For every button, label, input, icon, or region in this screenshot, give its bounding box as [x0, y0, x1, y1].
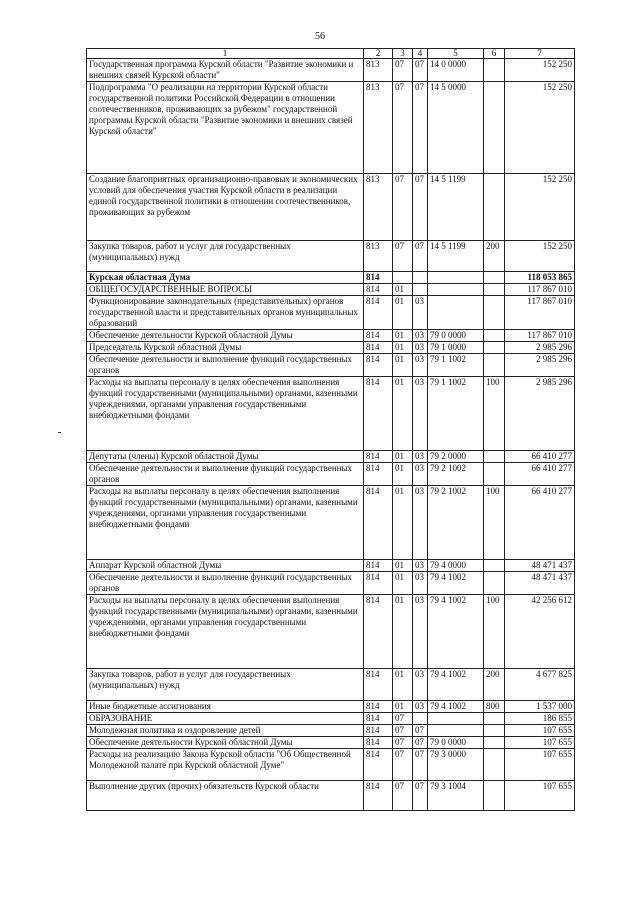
table-row — [87, 174, 575, 241]
row-section-cell: 01 — [393, 330, 413, 342]
row-amount-cell: 107 655 — [505, 725, 575, 737]
table-row — [87, 463, 575, 486]
row-section-cell: 07 — [393, 725, 413, 737]
row-amount-cell: 2 985 296 — [505, 342, 575, 354]
row-subsection-cell — [413, 272, 428, 284]
row-subsection-cell: 03 — [413, 330, 428, 342]
row-amount-cell: 4 677 825 — [505, 669, 575, 701]
row-subsection-cell: 03 — [413, 701, 428, 713]
row-subsection-cell: 07 — [413, 737, 428, 749]
row-amount-cell: 152 250 — [505, 82, 575, 174]
table-row — [87, 713, 575, 725]
row-section-cell: 07 — [393, 737, 413, 749]
row-ministry-code-cell: 814 — [364, 342, 393, 354]
row-target-article-cell — [428, 713, 484, 725]
row-expense-type-cell: 800 — [484, 701, 505, 713]
row-target-article-cell: 79 4 1002 — [428, 669, 484, 701]
row-ministry-code-cell: 814 — [364, 713, 393, 725]
row-ministry-code-cell: 814 — [364, 737, 393, 749]
table-header-row — [87, 49, 575, 59]
column-header: 7 — [505, 49, 575, 59]
row-ministry-code-cell: 814 — [364, 669, 393, 701]
row-target-article-cell: 79 2 0000 — [428, 451, 484, 463]
row-subsection-cell: 03 — [413, 669, 428, 701]
row-expense-type-cell — [484, 82, 505, 174]
row-target-article-cell: 79 3 1004 — [428, 781, 484, 811]
budget-table — [86, 48, 575, 811]
row-name-cell: Закупка товаров, работ и услуг для государственных (муниципальных) нужд — [87, 241, 364, 272]
row-amount-cell: 152 250 — [505, 59, 575, 82]
row-subsection-cell: 03 — [413, 377, 428, 451]
column-header: 6 — [484, 49, 505, 59]
row-subsection-cell: 03 — [413, 342, 428, 354]
row-expense-type-cell — [484, 560, 505, 572]
row-ministry-code-cell: 814 — [364, 451, 393, 463]
row-section-cell: 07 — [393, 59, 413, 82]
row-ministry-code-cell: 814 — [364, 560, 393, 572]
row-section-cell: 01 — [393, 560, 413, 572]
row-name-cell: Выполнение других (прочих) обязательств Курской области — [87, 781, 364, 811]
row-target-article-cell: 79 0 0000 — [428, 330, 484, 342]
row-subsection-cell: 03 — [413, 463, 428, 486]
table-row — [87, 572, 575, 595]
row-ministry-code-cell: 814 — [364, 725, 393, 737]
row-name-cell: Расходы на выплаты персоналу в целях обеспечения выполнения функций государственными (муниципальными) органами, казенными учреждениями, органами управления государственными внебюджетными фондами — [87, 377, 364, 451]
table-row — [87, 284, 575, 296]
row-subsection-cell: 03 — [413, 354, 428, 377]
row-subsection-cell: 03 — [413, 451, 428, 463]
row-section-cell: 01 — [393, 669, 413, 701]
row-target-article-cell: 79 2 1002 — [428, 486, 484, 560]
row-amount-cell: 66 410 277 — [505, 451, 575, 463]
row-name-cell: Создание благоприятных организационно-правовых и экономических условий для обеспечения участия Курской области в реализации единой государственной политики в отношении соотечественников, проживающих за рубежом — [87, 174, 364, 241]
row-amount-cell: 117 867 010 — [505, 296, 575, 330]
row-subsection-cell: 03 — [413, 560, 428, 572]
row-expense-type-cell — [484, 451, 505, 463]
row-target-article-cell — [428, 725, 484, 737]
row-section-cell: 07 — [393, 713, 413, 725]
row-section-cell: 07 — [393, 241, 413, 272]
row-name-cell: Подпрограмма "О реализации на территории Курской области государственной политики Российской Федерации в отношении соотечественников, проживающих за рубежом" государственной программы Курской области "Развитие экономики и внешних связей Курской области" — [87, 82, 364, 174]
row-subsection-cell: 03 — [413, 296, 428, 330]
row-target-article-cell: 79 4 0000 — [428, 560, 484, 572]
table-row — [87, 749, 575, 781]
table-row — [87, 354, 575, 377]
row-subsection-cell: 07 — [413, 59, 428, 82]
row-target-article-cell: 79 4 1002 — [428, 572, 484, 595]
table-row — [87, 560, 575, 572]
margin-mark — [58, 432, 61, 433]
row-expense-type-cell — [484, 342, 505, 354]
row-ministry-code-cell: 814 — [364, 296, 393, 330]
row-ministry-code-cell: 813 — [364, 241, 393, 272]
row-section-cell: 01 — [393, 701, 413, 713]
row-section-cell — [393, 272, 413, 284]
row-section-cell: 01 — [393, 463, 413, 486]
row-expense-type-cell: 100 — [484, 595, 505, 669]
row-ministry-code-cell: 814 — [364, 463, 393, 486]
row-name-cell: Расходы на реализацию Закона Курской области "Об Общественной Молодежной палате при Курской областной Думе" — [87, 749, 364, 781]
row-expense-type-cell: 200 — [484, 241, 505, 272]
row-expense-type-cell — [484, 59, 505, 82]
row-name-cell: Депутаты (члены) Курской областной Думы — [87, 451, 364, 463]
row-target-article-cell: 79 4 1002 — [428, 595, 484, 669]
row-name-cell: Обеспечение деятельности и выполнение функций государственных органов — [87, 463, 364, 486]
row-ministry-code-cell: 814 — [364, 284, 393, 296]
row-target-article-cell: 79 4 1002 — [428, 701, 484, 713]
column-header: 3 — [393, 49, 413, 59]
table-row — [87, 377, 575, 451]
row-subsection-cell: 03 — [413, 486, 428, 560]
table-row — [87, 59, 575, 82]
row-ministry-code-cell: 814 — [364, 595, 393, 669]
row-target-article-cell: 14 0 0000 — [428, 59, 484, 82]
row-name-cell: Председатель Курской областной Думы — [87, 342, 364, 354]
row-target-article-cell: 14 5 1199 — [428, 241, 484, 272]
row-amount-cell: 66 410 277 — [505, 486, 575, 560]
row-amount-cell: 48 471 437 — [505, 560, 575, 572]
table-row — [87, 595, 575, 669]
row-expense-type-cell: 100 — [484, 377, 505, 451]
row-amount-cell: 186 855 — [505, 713, 575, 725]
row-expense-type-cell — [484, 354, 505, 377]
row-name-cell: ОБРАЗОВАНИЕ — [87, 713, 364, 725]
row-section-cell: 07 — [393, 82, 413, 174]
row-section-cell: 01 — [393, 451, 413, 463]
row-section-cell: 01 — [393, 296, 413, 330]
page-number: 56 — [315, 31, 325, 42]
table-row — [87, 451, 575, 463]
row-subsection-cell — [413, 713, 428, 725]
table-row — [87, 241, 575, 272]
row-amount-cell: 107 655 — [505, 749, 575, 781]
row-name-cell: Обеспечение деятельности и выполнение функций государственных органов — [87, 572, 364, 595]
table-row — [87, 669, 575, 701]
row-subsection-cell: 03 — [413, 595, 428, 669]
row-section-cell: 01 — [393, 342, 413, 354]
row-expense-type-cell — [484, 781, 505, 811]
row-target-article-cell: 79 1 1002 — [428, 354, 484, 377]
row-ministry-code-cell: 814 — [364, 701, 393, 713]
row-amount-cell: 48 471 437 — [505, 572, 575, 595]
row-subsection-cell: 07 — [413, 82, 428, 174]
row-ministry-code-cell: 814 — [364, 572, 393, 595]
row-target-article-cell — [428, 296, 484, 330]
table-row — [87, 296, 575, 330]
row-target-article-cell — [428, 272, 484, 284]
row-subsection-cell: 07 — [413, 174, 428, 241]
row-expense-type-cell — [484, 737, 505, 749]
row-name-cell: Государственная программа Курской области "Развитие экономики и внешних связей Курской области" — [87, 59, 364, 82]
row-name-cell: Расходы на выплаты персоналу в целях обеспечения выполнения функций государственными (муниципальными) органами, казенными учреждениями, органами управления государственными внебюджетными фондами — [87, 595, 364, 669]
row-section-cell: 07 — [393, 781, 413, 811]
row-name-cell: Функционирование законодательных (представительных) органов государственной власти и представительных органов муниципальных образований — [87, 296, 364, 330]
row-subsection-cell: 07 — [413, 781, 428, 811]
row-name-cell: Обеспечение деятельности Курской областной Думы — [87, 330, 364, 342]
table-row — [87, 342, 575, 354]
row-expense-type-cell — [484, 174, 505, 241]
row-ministry-code-cell: 813 — [364, 174, 393, 241]
row-section-cell: 01 — [393, 595, 413, 669]
table-row — [87, 486, 575, 560]
row-expense-type-cell: 100 — [484, 486, 505, 560]
row-amount-cell: 2 985 296 — [505, 377, 575, 451]
row-ministry-code-cell: 814 — [364, 354, 393, 377]
row-target-article-cell: 79 0 0000 — [428, 737, 484, 749]
row-expense-type-cell — [484, 713, 505, 725]
row-section-cell: 01 — [393, 377, 413, 451]
row-target-article-cell: 79 3 0000 — [428, 749, 484, 781]
row-name-cell: Расходы на выплаты персоналу в целях обеспечения выполнения функций государственными (муниципальными) органами, казенными учреждениями, органами управления государственными внебюджетными фондами — [87, 486, 364, 560]
row-subsection-cell — [413, 284, 428, 296]
row-amount-cell: 117 867 010 — [505, 330, 575, 342]
row-target-article-cell: 14 5 1199 — [428, 174, 484, 241]
table-body — [87, 59, 575, 811]
row-section-cell: 07 — [393, 174, 413, 241]
row-section-cell: 01 — [393, 354, 413, 377]
row-name-cell: Закупка товаров, работ и услуг для государственных (муниципальных) нужд — [87, 669, 364, 701]
column-header: 4 — [413, 49, 428, 59]
table-row — [87, 737, 575, 749]
row-target-article-cell: 14 5 0000 — [428, 82, 484, 174]
row-target-article-cell: 79 2 1002 — [428, 463, 484, 486]
row-expense-type-cell — [484, 272, 505, 284]
table-row — [87, 725, 575, 737]
row-amount-cell: 2 985 296 — [505, 354, 575, 377]
row-target-article-cell — [428, 284, 484, 296]
row-amount-cell: 107 655 — [505, 737, 575, 749]
row-amount-cell: 152 250 — [505, 241, 575, 272]
row-subsection-cell: 07 — [413, 241, 428, 272]
row-expense-type-cell — [484, 296, 505, 330]
row-ministry-code-cell: 814 — [364, 749, 393, 781]
column-header: 2 — [364, 49, 393, 59]
row-name-cell: Обеспечение деятельности и выполнение функций государственных органов — [87, 354, 364, 377]
row-amount-cell: 107 655 — [505, 781, 575, 811]
row-ministry-code-cell: 813 — [364, 82, 393, 174]
row-ministry-code-cell: 813 — [364, 59, 393, 82]
row-expense-type-cell — [484, 284, 505, 296]
table-row — [87, 330, 575, 342]
row-name-cell: ОБЩЕГОСУДАРСТВЕННЫЕ ВОПРОСЫ — [87, 284, 364, 296]
row-expense-type-cell — [484, 749, 505, 781]
row-name-cell: Обеспечение деятельности Курской областной Думы — [87, 737, 364, 749]
row-subsection-cell: 07 — [413, 749, 428, 781]
row-section-cell: 01 — [393, 486, 413, 560]
table-row — [87, 82, 575, 174]
column-header: 5 — [428, 49, 484, 59]
row-amount-cell: 66 410 277 — [505, 463, 575, 486]
row-target-article-cell: 79 1 1002 — [428, 377, 484, 451]
row-ministry-code-cell: 814 — [364, 272, 393, 284]
row-section-cell: 01 — [393, 572, 413, 595]
row-name-cell: Курская областная Дума — [87, 272, 364, 284]
row-amount-cell: 152 250 — [505, 174, 575, 241]
row-ministry-code-cell: 814 — [364, 330, 393, 342]
row-amount-cell: 117 867 010 — [505, 284, 575, 296]
row-ministry-code-cell: 814 — [364, 486, 393, 560]
row-subsection-cell: 07 — [413, 725, 428, 737]
table-row — [87, 701, 575, 713]
table-row — [87, 272, 575, 284]
row-expense-type-cell — [484, 330, 505, 342]
row-expense-type-cell: 200 — [484, 669, 505, 701]
row-ministry-code-cell: 814 — [364, 781, 393, 811]
row-expense-type-cell — [484, 463, 505, 486]
row-subsection-cell: 03 — [413, 572, 428, 595]
row-ministry-code-cell: 814 — [364, 377, 393, 451]
row-expense-type-cell — [484, 572, 505, 595]
row-name-cell: Иные бюджетные ассигнования — [87, 701, 364, 713]
row-name-cell: Молодежная политика и оздоровление детей — [87, 725, 364, 737]
row-amount-cell: 42 256 612 — [505, 595, 575, 669]
row-target-article-cell: 79 1 0000 — [428, 342, 484, 354]
row-section-cell: 01 — [393, 284, 413, 296]
column-header: 1 — [87, 49, 364, 59]
row-name-cell: Аппарат Курской областной Думы — [87, 560, 364, 572]
row-expense-type-cell — [484, 725, 505, 737]
table-row — [87, 781, 575, 811]
row-amount-cell: 1 537 000 — [505, 701, 575, 713]
row-section-cell: 07 — [393, 749, 413, 781]
row-amount-cell: 118 053 865 — [505, 272, 575, 284]
